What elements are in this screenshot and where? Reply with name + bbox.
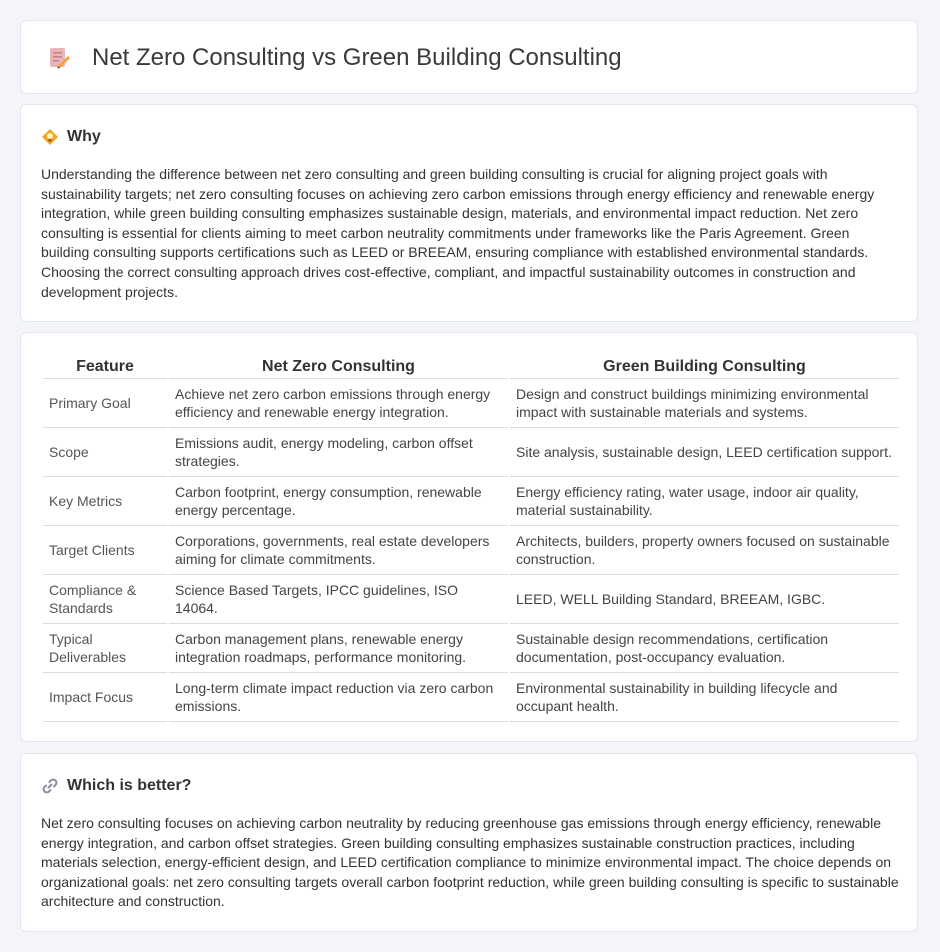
title-card: [20, 20, 918, 94]
table-row: [43, 526, 899, 575]
net-zero-cell: Corporations, governments, real estate developers aiming for climate commitments.: [169, 526, 508, 575]
document-pencil-icon: [47, 46, 71, 70]
table-row: [43, 379, 899, 428]
feature-cell: Key Metrics: [43, 477, 167, 526]
net-zero-cell: Science Based Targets, IPCC guidelines, ISO 14064.: [169, 575, 508, 624]
green-building-cell: Site analysis, sustainable design, LEED certification support.: [510, 428, 899, 477]
column-header: Feature: [43, 353, 167, 379]
green-building-cell: LEED, WELL Building Standard, BREEAM, IGBC.: [510, 575, 899, 624]
comparison-section: [20, 332, 918, 742]
green-building-cell: Design and construct buildings minimizing environmental impact with sustainable materials and systems.: [510, 379, 899, 428]
which-is-better-section: [20, 753, 918, 932]
feature-cell: Typical Deliverables: [43, 624, 167, 673]
table-row: [43, 477, 899, 526]
link-icon: [41, 777, 59, 795]
net-zero-cell: Carbon management plans, renewable energy integration roadmaps, performance monitoring.: [169, 624, 508, 673]
lightbulb-icon: [41, 128, 59, 146]
column-header: Net Zero Consulting: [169, 353, 508, 379]
feature-cell: Primary Goal: [43, 379, 167, 428]
feature-cell: Target Clients: [43, 526, 167, 575]
green-building-cell: Architects, builders, property owners focused on sustainable construction.: [510, 526, 899, 575]
why-title: Why: [67, 128, 101, 145]
table-row: [43, 673, 899, 722]
why-section: [20, 104, 918, 322]
table-row: [43, 428, 899, 477]
net-zero-cell: Carbon footprint, energy consumption, renewable energy percentage.: [169, 477, 508, 526]
green-building-cell: Environmental sustainability in building lifecycle and occupant health.: [510, 673, 899, 722]
table-header-row: [43, 353, 899, 379]
green-building-cell: Sustainable design recommendations, certification documentation, post-occupancy evaluation.: [510, 624, 899, 673]
net-zero-cell: Emissions audit, energy modeling, carbon offset strategies.: [169, 428, 508, 477]
table-row: [43, 575, 899, 624]
green-building-cell: Energy efficiency rating, water usage, indoor air quality, material sustainability.: [510, 477, 899, 526]
better-text: Net zero consulting focuses on achieving carbon neutrality by reducing greenhouse gas emissions through energy efficiency, renewable energy integration, and carbon offset strategies. Green building consulting emphasizes sustainable construction practices, including materials selection, energy-efficient design, and LEED certification compliance to minimize environmental impact. The choice depends on organizational goals: net zero consulting targets overall carbon footprint reduction, while green building consulting is specific to sustainable architecture and construction.: [41, 815, 899, 910]
why-text: Understanding the difference between net zero consulting and green building consulting is crucial for aligning project goals with sustainability targets; net zero consulting focuses on achieving zero carbon emissions through energy efficiency and renewable energy integration, while green building consulting emphasizes sustainable design, materials, and environmental impact reduction. Net zero consulting is essential for clients aiming to meet carbon neutrality commitments under frameworks like the Paris Agreement. Green building consulting supports certifications such as LEED or BREEAM, ensuring compliance with established environmental standards. Choosing the correct consulting approach drives cost-effective, compliant, and impactful sustainability outcomes in construction and development projects.: [41, 166, 875, 300]
table-row: [43, 624, 899, 673]
page-title: Net Zero Consulting vs Green Building Consulting: [92, 44, 622, 71]
feature-cell: Compliance & Standards: [43, 575, 167, 624]
feature-cell: Scope: [43, 428, 167, 477]
column-header: Green Building Consulting: [510, 353, 899, 379]
net-zero-cell: Long-term climate impact reduction via zero carbon emissions.: [169, 673, 508, 722]
net-zero-cell: Achieve net zero carbon emissions through energy efficiency and renewable energy integration.: [169, 379, 508, 428]
better-title: Which is better?: [67, 777, 192, 794]
comparison-table: [41, 353, 901, 722]
feature-cell: Impact Focus: [43, 673, 167, 722]
